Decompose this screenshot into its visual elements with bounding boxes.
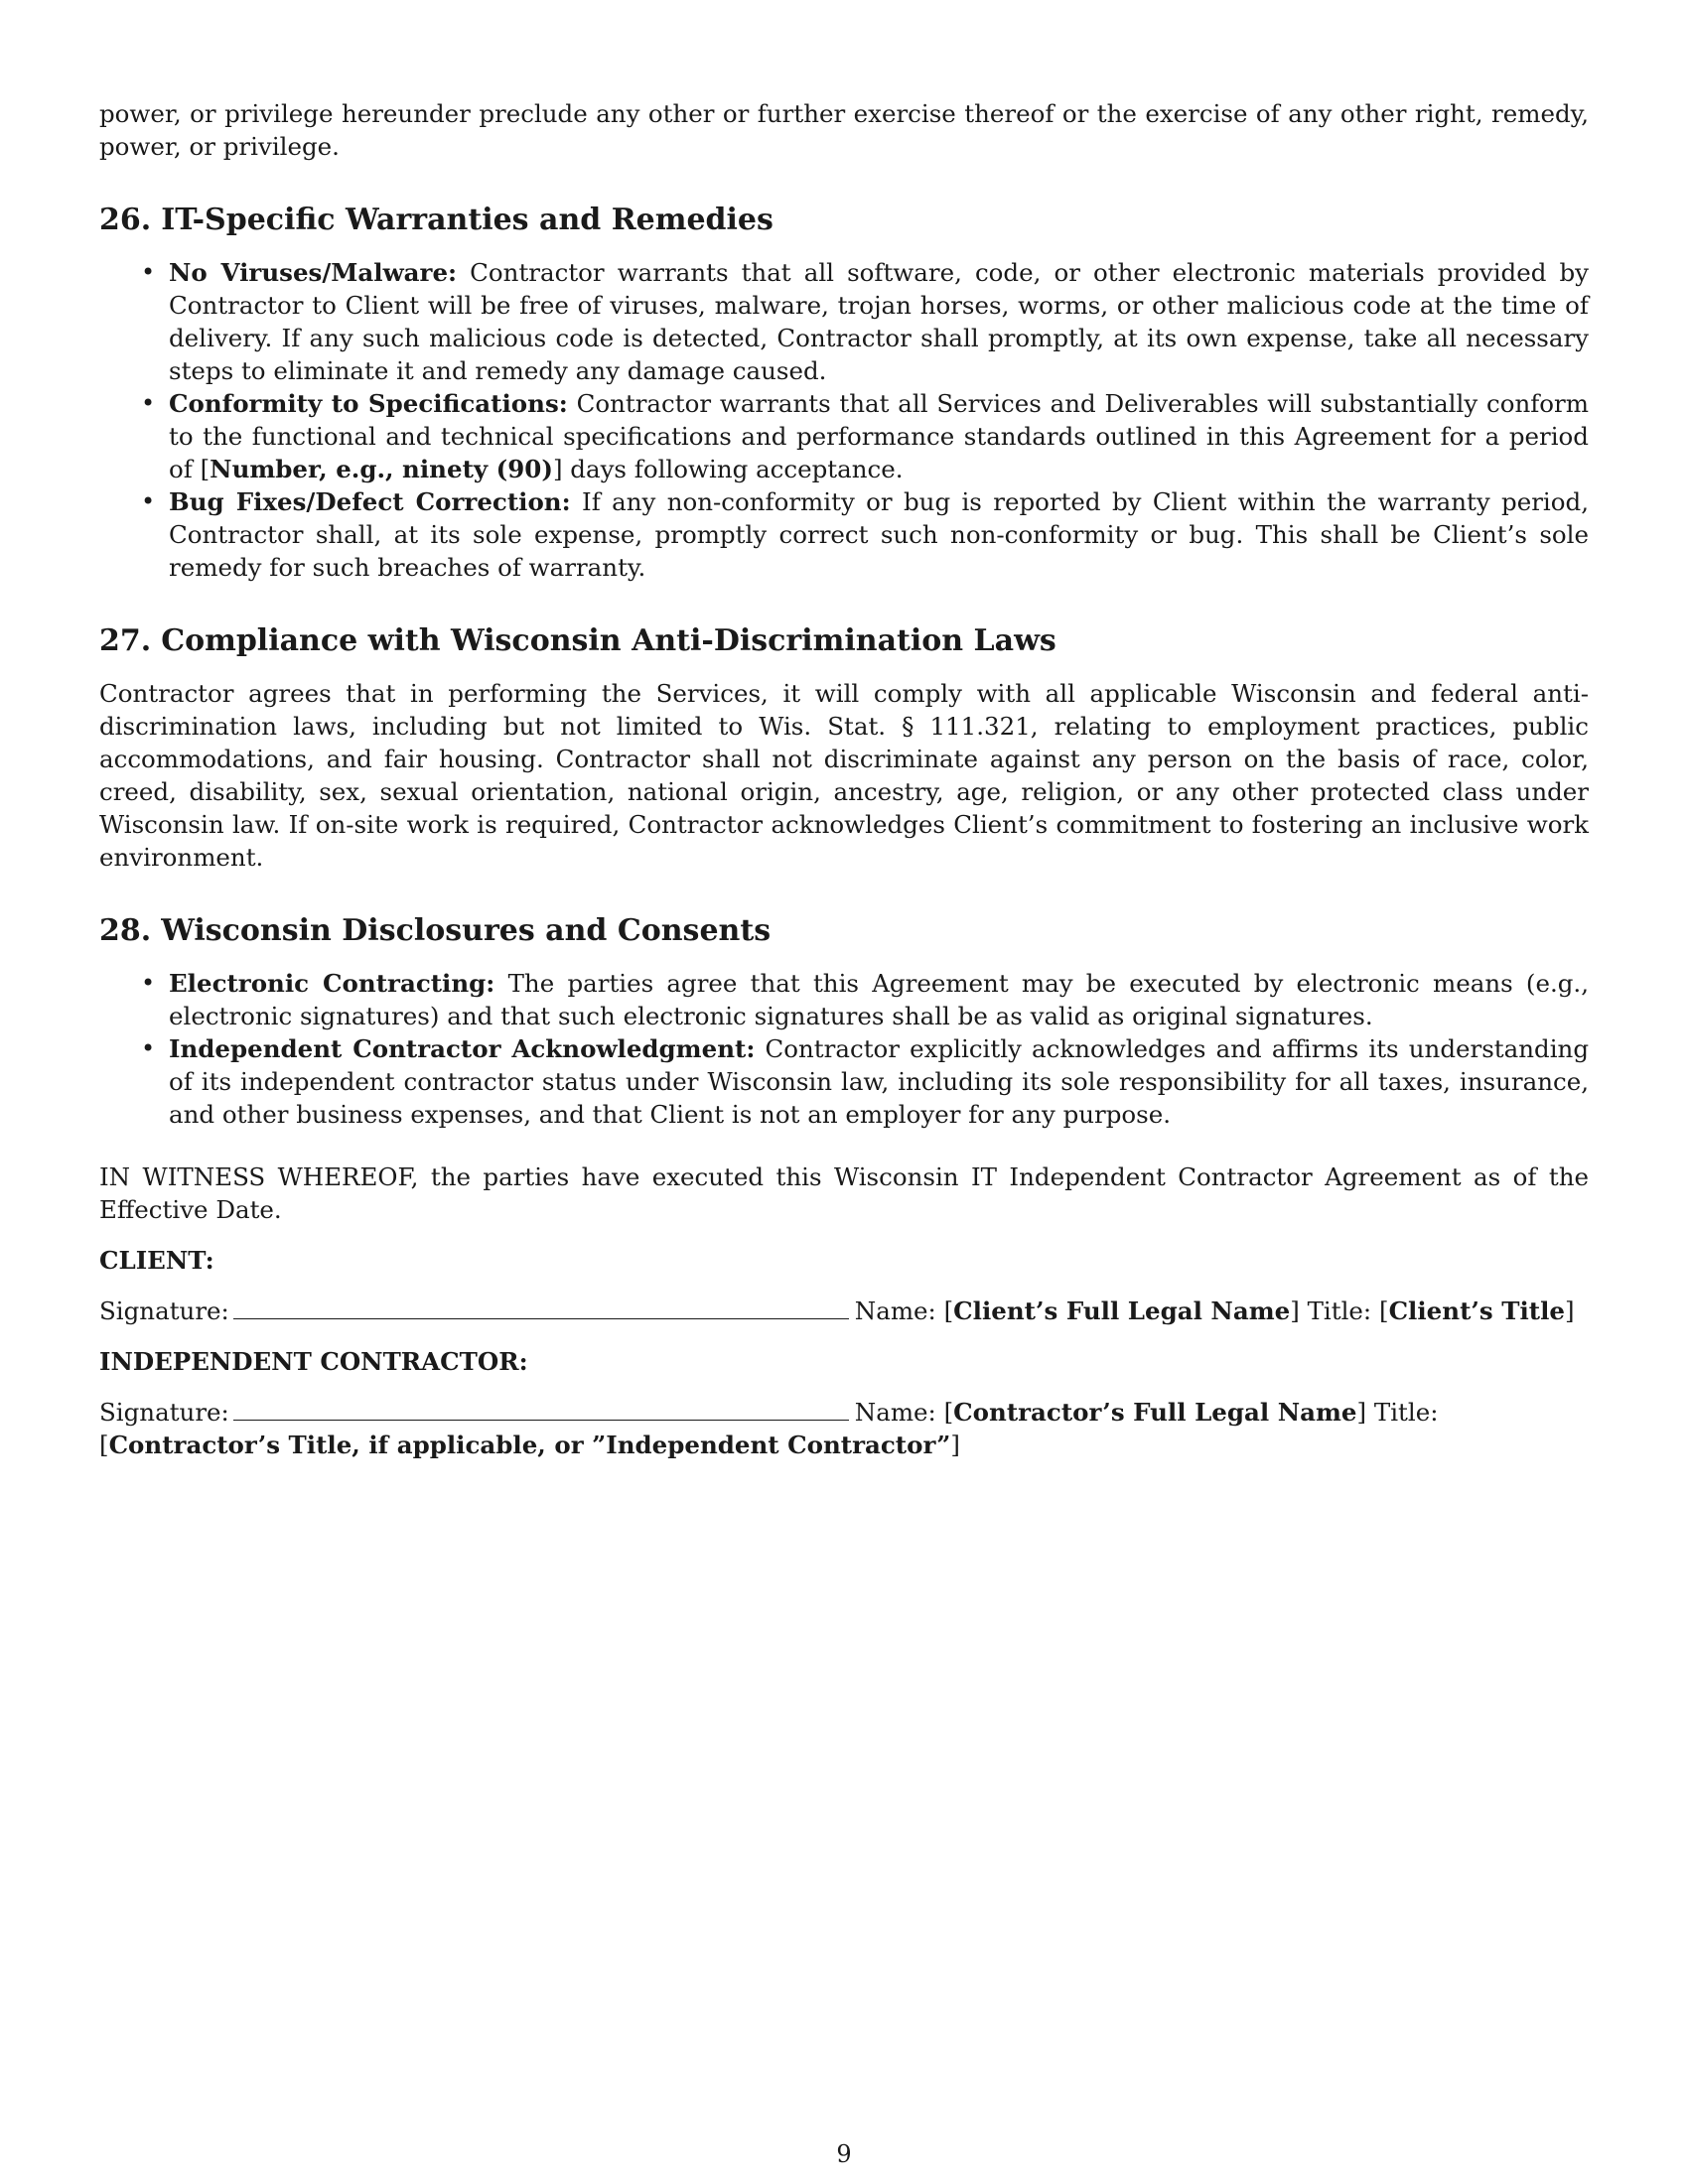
document-page: [99, 97, 1589, 1479]
name-label: Name:: [854, 1297, 936, 1325]
section-26-list: [99, 256, 1589, 584]
list-item: [141, 1032, 1589, 1131]
title-label: Title:: [1373, 1398, 1439, 1427]
section-28-heading: [99, 913, 1589, 949]
section-27-body: Contractor agrees that in performing the Services, it will comply with all applicable Wisconsin and federal anti-discrimination laws, including but not limited to Wis. Stat. § 111.321, relating to employment practices, public accommodations, and fair housing. Contractor shall not discriminate against any person on the basis of race, color, creed, disability, sex, sexual orientation, national origin, ancestry, age, religion, or any other protected class under Wisconsin law. If on-site work is required, Contractor acknowledges Client’s commitment to fostering an inclusive work environment.: [99, 679, 1589, 872]
name-label: Name:: [854, 1398, 936, 1427]
list-item: [141, 485, 1589, 584]
item-lead: Bug Fixes/Defect Correction:: [169, 487, 571, 516]
item-lead: No Viruses/Malware:: [169, 258, 458, 287]
client-name-placeholder: Client’s Full Legal Name: [953, 1297, 1291, 1325]
placeholder-text: Number, e.g., ninety (90): [210, 455, 553, 483]
section-title: IT-Specific Warranties and Remedies: [161, 203, 774, 237]
bullet-icon: •: [141, 389, 156, 417]
item-lead: Independent Contractor Acknowledgment:: [169, 1034, 756, 1063]
section-26-heading: [99, 203, 1589, 238]
item-text: Contractor explicitly acknowledges and affirms its understanding of its independent contractor status under Wisconsin law, including its sole responsibility for all taxes, insurance, and other business expenses, and that Client is not an employer for any purpose.: [169, 1034, 1589, 1129]
contractor-title-placeholder: Contractor’s Title, if applicable, or ”Independent Contractor”: [108, 1431, 951, 1459]
list-item: [141, 256, 1589, 387]
client-signature-field[interactable]: [233, 1295, 849, 1319]
witness-clause: IN WITNESS WHEREOF, the parties have executed this Wisconsin IT Independent Contractor Agreement as of the Effective Date.: [99, 1162, 1589, 1224]
contractor-signature-field[interactable]: [233, 1396, 849, 1421]
section-title: Compliance with Wisconsin Anti-Discrimination Laws: [161, 623, 1056, 658]
item-text: The parties agree that this Agreement may be executed by electronic means (e.g., electronic signatures) and that such electronic signatures shall be as valid as original signatures.: [169, 969, 1589, 1030]
item-text-end: ] days following acceptance.: [552, 455, 904, 483]
signature-label: Signature:: [99, 1398, 229, 1427]
contractor-name-placeholder: Contractor’s Full Legal Name: [953, 1398, 1357, 1427]
section-number: 26.: [99, 203, 152, 237]
bullet-icon: •: [141, 487, 156, 515]
title-label: Title:: [1307, 1297, 1372, 1325]
contractor-heading: INDEPENDENT CONTRACTOR:: [99, 1347, 528, 1376]
list-item: [141, 387, 1589, 485]
item-lead: Conformity to Specifications:: [169, 389, 568, 418]
client-signature-line: Signature: Name: [Client’s Full Legal Name] Title: [Client’s Title]: [99, 1297, 1575, 1325]
list-item: [141, 967, 1589, 1032]
intro-paragraph: power, or privilege hereunder preclude any other or further exercise thereof or the exercise of any other right, remedy, power, or privilege.: [99, 99, 1589, 161]
bullet-icon: •: [141, 258, 156, 286]
client-heading: CLIENT:: [99, 1246, 214, 1275]
section-title: Wisconsin Disclosures and Consents: [161, 913, 772, 948]
bullet-icon: •: [141, 969, 156, 997]
item-text: If any non-conformity or bug is reported by Client within the warranty period, Contractor shall, at its sole expense, promptly correct such non-conformity or bug. This shall be Client’s sole remedy for such breaches of warranty.: [169, 487, 1589, 582]
item-text: Contractor warrants that all Services and Deliverables will substantially conform to the functional and technical specifications and performance standards outlined in this Agreement for a period of [: [169, 389, 1589, 483]
signature-label: Signature:: [99, 1297, 229, 1325]
section-27-heading: [99, 623, 1589, 659]
contractor-signature-line: Signature: Name: [Contractor’s Full Legal Name] Title: [Contractor’s Title, if applicable, or ”Independent Contractor”]: [99, 1398, 1439, 1459]
client-title-placeholder: Client’s Title: [1388, 1297, 1565, 1325]
section-28-list: [99, 967, 1589, 1131]
section-number: 27.: [99, 623, 152, 658]
bullet-icon: •: [141, 1034, 156, 1062]
item-lead: Electronic Contracting:: [169, 969, 495, 998]
section-number: 28.: [99, 913, 152, 948]
page-number: 9: [836, 2140, 852, 2168]
item-text: Contractor warrants that all software, code, or other electronic materials provided by Contractor to Client will be free of viruses, malware, trojan horses, worms, or other malicious code at the time of delivery. If any such malicious code is detected, Contractor shall promptly, at its own expense, take all necessary steps to eliminate it and remedy any damage caused.: [169, 258, 1589, 385]
